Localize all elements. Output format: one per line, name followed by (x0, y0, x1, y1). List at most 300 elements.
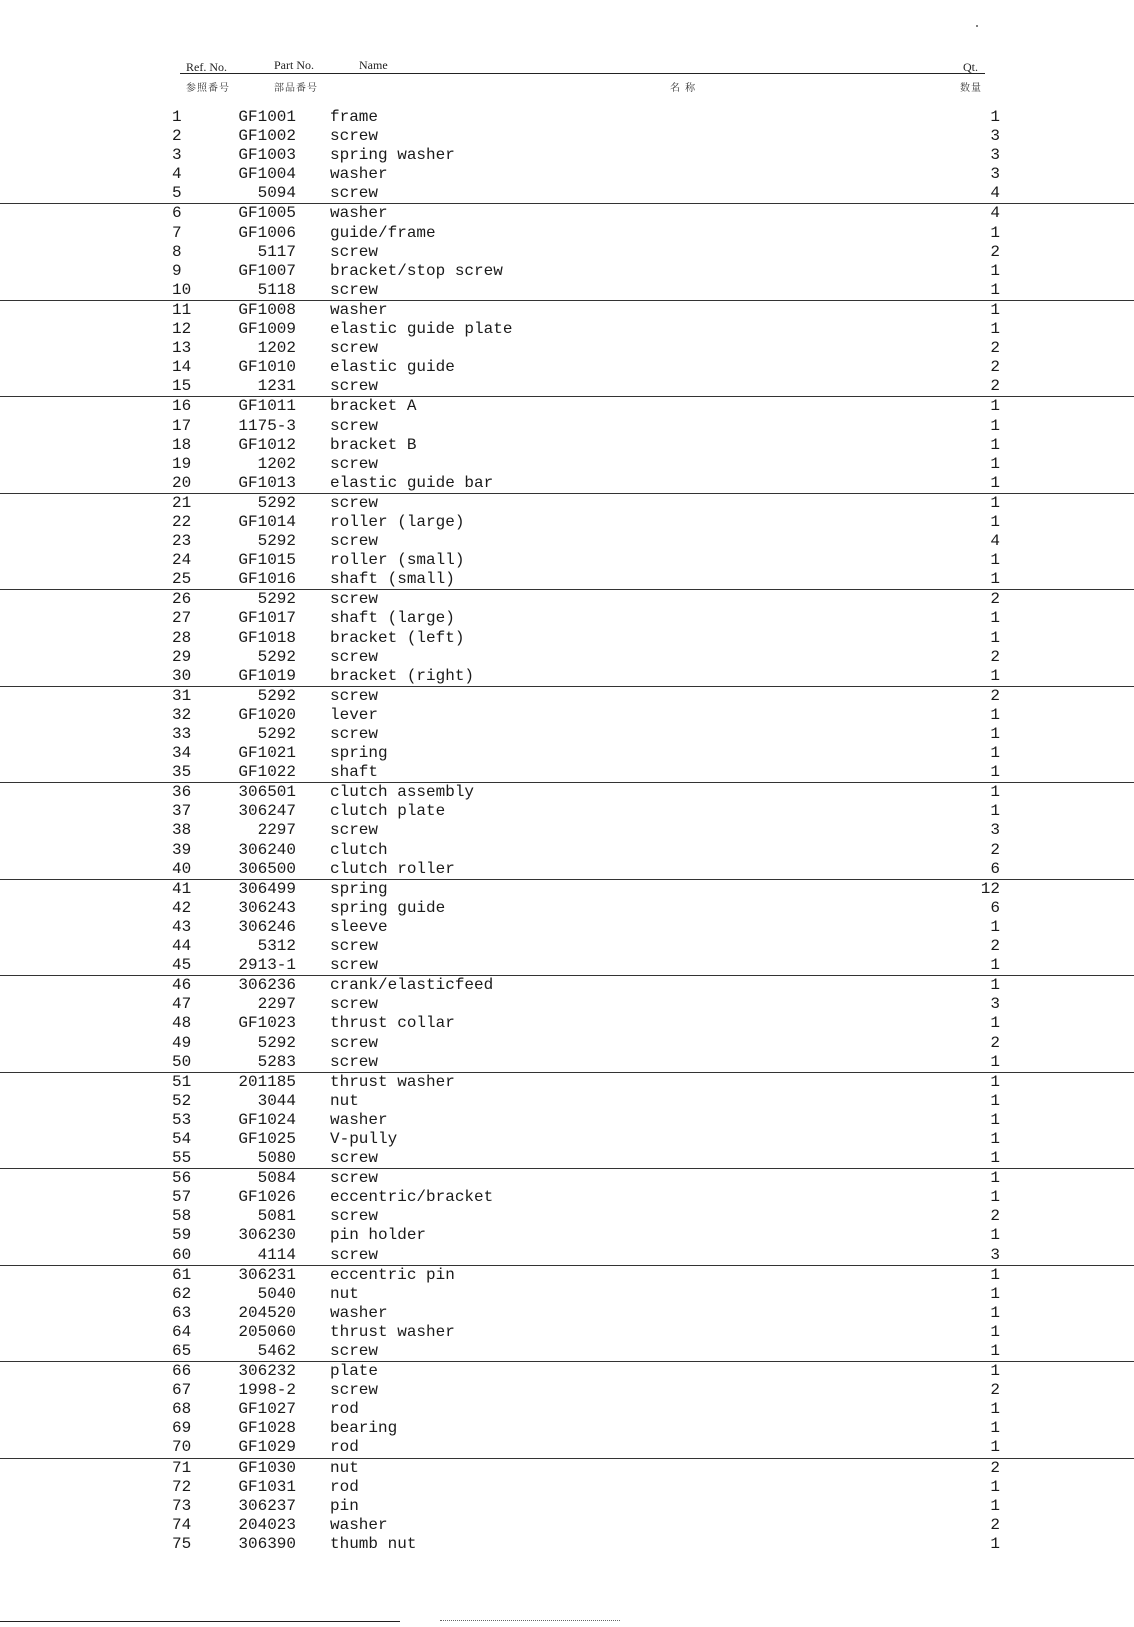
part-name-cell: nut (330, 1091, 359, 1110)
part-name-cell: screw (330, 1033, 379, 1052)
ref-no-cell: 39 (172, 840, 192, 859)
qty-cell: 1 (990, 1322, 1000, 1341)
part-name-cell: screw (330, 377, 379, 396)
qty-cell: 1 (990, 300, 1000, 319)
table-row (0, 1419, 1134, 1438)
part-no-cell: GF1030 (238, 1458, 296, 1477)
part-no-cell: GF1024 (238, 1110, 296, 1129)
table-row (0, 648, 1134, 667)
table-row (0, 1092, 1134, 1111)
part-name-cell: elastic guide (330, 358, 455, 377)
header-rule (180, 73, 985, 74)
part-no-cell: GF1014 (238, 512, 296, 531)
part-no-cell: GF1023 (238, 1014, 296, 1033)
qty-cell: 1 (990, 473, 1000, 492)
ref-no-cell: 15 (172, 377, 192, 396)
part-name-cell: washer (330, 1515, 388, 1534)
ref-no-cell: 2 (172, 127, 182, 146)
part-name-cell: lever (330, 705, 379, 724)
table-row (0, 976, 1134, 995)
part-no-cell: GF1018 (238, 628, 296, 647)
part-name-cell: clutch plate (330, 802, 446, 821)
ref-no-cell: 66 (172, 1362, 192, 1381)
ref-no-cell: 65 (172, 1342, 192, 1360)
qty-cell: 1 (990, 1226, 1000, 1245)
ref-no-cell: 37 (172, 802, 192, 821)
part-name-cell: shaft (small) (330, 570, 455, 589)
ref-no-cell: 6 (172, 204, 182, 223)
qty-cell: 3 (990, 146, 1000, 165)
part-name-cell: screw (330, 1342, 379, 1360)
qty-cell: 2 (990, 840, 1000, 859)
part-name-cell: washer (330, 1110, 388, 1129)
part-name-cell: V-pully (330, 1129, 398, 1148)
table-row (0, 1130, 1134, 1149)
part-no-cell: 5081 (257, 1207, 296, 1226)
table-row (0, 860, 1134, 880)
table-row (0, 590, 1134, 609)
ref-no-cell: 11 (172, 300, 192, 319)
part-no-cell: 5292 (257, 532, 296, 551)
part-name-cell: screw (330, 339, 379, 358)
ref-no-cell: 41 (172, 879, 192, 898)
part-no-cell: GF1012 (238, 435, 296, 454)
part-no-cell: 5292 (257, 590, 296, 609)
ref-no-cell: 61 (172, 1265, 192, 1284)
qty-cell: 1 (990, 1129, 1000, 1148)
qty-cell: 2 (990, 1033, 1000, 1052)
qty-cell: 1 (990, 1014, 1000, 1033)
part-no-cell: 1202 (257, 454, 296, 473)
part-name-cell: screw (330, 686, 379, 705)
ref-no-cell: 21 (172, 493, 192, 512)
ref-no-cell: 38 (172, 821, 192, 840)
qty-cell: 1 (990, 280, 1000, 299)
table-row (0, 1149, 1134, 1169)
part-name-cell: screw (330, 1149, 379, 1168)
table-row (0, 609, 1134, 628)
ref-no-cell: 74 (172, 1515, 192, 1534)
part-no-cell: GF1021 (238, 744, 296, 763)
ref-no-cell: 50 (172, 1052, 192, 1071)
table-row (0, 802, 1134, 821)
part-name-cell: screw (330, 532, 379, 551)
part-no-cell: 1231 (257, 377, 296, 396)
part-name-cell: screw (330, 493, 379, 512)
part-name-cell: bracket B (330, 435, 417, 454)
qty-cell: 2 (990, 1515, 1000, 1534)
table-row (0, 204, 1134, 223)
part-name-cell: bracket A (330, 397, 417, 416)
part-no-cell: GF1011 (238, 397, 296, 416)
part-name-cell: bracket (right) (330, 666, 475, 685)
qty-cell: 1 (990, 609, 1000, 628)
part-no-cell: GF1017 (238, 609, 296, 628)
ref-no-cell: 20 (172, 473, 192, 492)
part-no-cell: 5118 (257, 280, 296, 299)
part-name-cell: screw (330, 956, 379, 975)
page-mark (976, 25, 978, 27)
qty-cell: 2 (990, 1458, 1000, 1477)
part-name-cell: screw (330, 590, 379, 609)
ref-no-cell: 28 (172, 628, 192, 647)
qty-header: Qt. (963, 60, 978, 74)
part-name-cell: screw (330, 1245, 379, 1264)
ref-no-cell: 49 (172, 1033, 192, 1052)
part-no-cell: 306240 (238, 840, 296, 859)
part-name-cell: pin (330, 1496, 359, 1515)
part-name-cell: rod (330, 1400, 359, 1419)
part-name-cell: thumb nut (330, 1534, 417, 1553)
qty-cell: 1 (990, 1110, 1000, 1129)
part-name-cell: eccentric/bracket (330, 1188, 494, 1207)
ref-no-cell: 60 (172, 1245, 192, 1264)
ref-no-cell: 35 (172, 763, 192, 782)
ref-no-cell: 64 (172, 1322, 192, 1341)
table-row (0, 281, 1134, 301)
qty-cell: 2 (990, 1207, 1000, 1226)
part-no-cell: 201185 (238, 1072, 296, 1091)
ref-no-cell: 34 (172, 744, 192, 763)
part-name-cell: rod (330, 1477, 359, 1496)
part-no-cell: GF1007 (238, 261, 296, 280)
ref-no-cell: 29 (172, 647, 192, 666)
ref-no-cell: 17 (172, 416, 192, 435)
part-name-cell: nut (330, 1458, 359, 1477)
part-no-cell: 5094 (257, 184, 296, 203)
table-row (0, 687, 1134, 706)
table-row (0, 821, 1134, 840)
part-name-cell: elastic guide bar (330, 473, 494, 492)
ref-no-cell: 48 (172, 1014, 192, 1033)
qty-cell: 1 (990, 1477, 1000, 1496)
ref-no-cell: 71 (172, 1458, 192, 1477)
part-no-cell: 3044 (257, 1091, 296, 1110)
part-no-cell: GF1013 (238, 473, 296, 492)
table-row (0, 1207, 1134, 1226)
part-name-cell: screw (330, 995, 379, 1014)
part-no-cell: 306247 (238, 802, 296, 821)
part-no-cell: 306246 (238, 917, 296, 936)
qty-cell: 3 (990, 165, 1000, 184)
ref-no-cell: 53 (172, 1110, 192, 1129)
ref-no-cell: 33 (172, 725, 192, 743)
part-name-cell: shaft (large) (330, 609, 455, 628)
ref-no-cell: 44 (172, 937, 192, 956)
qty-cell: 2 (990, 1381, 1000, 1400)
ref-no-cell: 70 (172, 1438, 192, 1457)
part-name-cell: screw (330, 416, 379, 435)
ref-no-cell: 73 (172, 1496, 192, 1515)
part-no-cell: 306390 (238, 1534, 296, 1553)
qty-cell: 2 (990, 647, 1000, 666)
part-name-cell: clutch (330, 840, 388, 859)
table-row (0, 532, 1134, 551)
ref-no-cell: 69 (172, 1419, 192, 1438)
table-row (0, 899, 1134, 918)
part-name-cell: bracket/stop screw (330, 261, 503, 280)
table-row (0, 455, 1134, 474)
qty-cell: 1 (990, 1072, 1000, 1091)
qty-cell: 1 (990, 1362, 1000, 1381)
qty-cell: 6 (990, 859, 1000, 878)
qty-cell: 2 (990, 937, 1000, 956)
part-no-cell: GF1006 (238, 223, 296, 242)
qty-cell: 4 (990, 184, 1000, 203)
qty-cell: 1 (990, 416, 1000, 435)
ref-no-cell: 58 (172, 1207, 192, 1226)
part-name-cell: screw (330, 1207, 379, 1226)
part-no-cell: 306501 (238, 783, 296, 802)
table-row (0, 1459, 1134, 1478)
ref-no-cell: 16 (172, 397, 192, 416)
table-row (0, 725, 1134, 744)
part-name-cell: screw (330, 725, 379, 743)
qty-cell: 1 (990, 1149, 1000, 1168)
table-row (0, 1438, 1134, 1458)
part-no-cell: GF1015 (238, 551, 296, 570)
ref-no-cell: 56 (172, 1169, 192, 1188)
ref-no-cell: 31 (172, 686, 192, 705)
ref-no-cell: 1 (172, 108, 182, 126)
qty-cell: 1 (990, 1534, 1000, 1553)
part-name-cell: screw (330, 1169, 379, 1188)
table-row (0, 629, 1134, 648)
part-name-cell: washer (330, 204, 388, 223)
part-no-cell: 5283 (257, 1052, 296, 1071)
part-name-cell: clutch assembly (330, 783, 475, 802)
table-row (0, 1188, 1134, 1207)
table-row (0, 1246, 1134, 1266)
part-no-cell: GF1003 (238, 146, 296, 165)
part-no-cell: 5117 (257, 242, 296, 261)
name-header: Name (359, 58, 388, 72)
part-name-cell: pin holder (330, 1226, 427, 1245)
part-no-cell: 5292 (257, 686, 296, 705)
part-no-cell: GF1005 (238, 204, 296, 223)
table-row (0, 301, 1134, 320)
ref-no-header-jp: 参照番号 (186, 83, 230, 94)
table-row (0, 783, 1134, 802)
qty-cell: 2 (990, 358, 1000, 377)
table-row (0, 1304, 1134, 1323)
part-name-cell: spring washer (330, 146, 455, 165)
part-no-cell: 204023 (238, 1515, 296, 1534)
qty-cell: 1 (990, 1419, 1000, 1438)
part-name-cell: screw (330, 821, 379, 840)
part-no-cell: 5462 (257, 1342, 296, 1360)
table-row (0, 995, 1134, 1014)
qty-cell: 1 (990, 493, 1000, 512)
part-name-cell: bracket (left) (330, 628, 465, 647)
table-row (0, 1342, 1134, 1362)
part-name-cell: elastic guide plate (330, 320, 513, 339)
qty-cell: 1 (990, 223, 1000, 242)
ref-no-cell: 45 (172, 956, 192, 975)
part-name-cell: screw (330, 1052, 379, 1071)
qty-cell: 1 (990, 917, 1000, 936)
part-no-cell: 306232 (238, 1362, 296, 1381)
part-no-cell: 306230 (238, 1226, 296, 1245)
qty-cell: 1 (990, 1303, 1000, 1322)
table-row (0, 1535, 1134, 1554)
qty-cell: 1 (990, 512, 1000, 531)
qty-cell: 1 (990, 1284, 1000, 1303)
part-no-cell: 5080 (257, 1149, 296, 1168)
qty-cell: 1 (990, 744, 1000, 763)
ref-no-cell: 18 (172, 435, 192, 454)
part-no-header: Part No. (274, 58, 314, 72)
table-row (0, 339, 1134, 358)
table-row (0, 243, 1134, 262)
table-row (0, 706, 1134, 725)
part-name-cell: washer (330, 165, 388, 184)
part-no-header-jp: 部品番号 (274, 83, 318, 94)
table-row (0, 184, 1134, 204)
qty-cell: 1 (990, 1496, 1000, 1515)
table-row (0, 417, 1134, 436)
part-name-cell: thrust washer (330, 1322, 455, 1341)
table-row (0, 1323, 1134, 1342)
qty-cell: 1 (990, 551, 1000, 570)
part-no-cell: GF1004 (238, 165, 296, 184)
part-no-cell: 204520 (238, 1303, 296, 1322)
table-row (0, 918, 1134, 937)
ref-no-cell: 47 (172, 995, 192, 1014)
qty-cell: 1 (990, 1438, 1000, 1457)
part-name-cell: washer (330, 300, 388, 319)
table-row (0, 667, 1134, 687)
part-name-cell: screw (330, 127, 379, 146)
qty-cell: 4 (990, 532, 1000, 551)
table-header (0, 0, 1134, 100)
part-name-cell: spring (330, 744, 388, 763)
table-row (0, 358, 1134, 377)
qty-cell: 2 (990, 339, 1000, 358)
table-row (0, 474, 1134, 494)
qty-cell: 1 (990, 1400, 1000, 1419)
ref-no-cell: 63 (172, 1303, 192, 1322)
ref-no-cell: 52 (172, 1091, 192, 1110)
part-no-cell: 5292 (257, 647, 296, 666)
table-row (0, 880, 1134, 899)
ref-no-cell: 12 (172, 320, 192, 339)
table-row (0, 551, 1134, 570)
qty-header-jp: 数量 (960, 83, 982, 94)
part-no-cell: GF1002 (238, 127, 296, 146)
table-row (0, 436, 1134, 455)
part-no-cell: GF1019 (238, 666, 296, 685)
ref-no-cell: 67 (172, 1381, 192, 1400)
qty-cell: 1 (990, 725, 1000, 743)
part-name-cell: thrust washer (330, 1072, 455, 1091)
part-name-cell: frame (330, 108, 379, 126)
part-no-cell: GF1009 (238, 320, 296, 339)
ref-no-cell: 5 (172, 184, 182, 203)
ref-no-cell: 54 (172, 1129, 192, 1148)
part-no-cell: GF1031 (238, 1477, 296, 1496)
table-row (0, 1400, 1134, 1419)
ref-no-cell: 8 (172, 242, 182, 261)
ref-no-cell: 75 (172, 1534, 192, 1553)
part-no-cell: 2913-1 (238, 956, 296, 975)
part-name-cell: roller (small) (330, 551, 465, 570)
ref-no-cell: 9 (172, 261, 182, 280)
part-no-cell: GF1029 (238, 1438, 296, 1457)
part-no-cell: GF1010 (238, 358, 296, 377)
qty-cell: 2 (990, 686, 1000, 705)
table-row (0, 937, 1134, 956)
ref-no-cell: 14 (172, 358, 192, 377)
part-name-cell: screw (330, 937, 379, 956)
qty-cell: 3 (990, 127, 1000, 146)
qty-cell: 1 (990, 261, 1000, 280)
ref-no-cell: 22 (172, 512, 192, 531)
part-no-cell: GF1016 (238, 570, 296, 589)
part-name-cell: spring guide (330, 898, 446, 917)
part-no-cell: 5312 (257, 937, 296, 956)
table-row (0, 1226, 1134, 1245)
table-row (0, 1285, 1134, 1304)
qty-cell: 3 (990, 995, 1000, 1014)
qty-cell: 6 (990, 898, 1000, 917)
ref-no-cell: 46 (172, 976, 192, 995)
ref-no-cell: 51 (172, 1072, 192, 1091)
ref-no-header: Ref. No. (186, 60, 227, 74)
qty-cell: 1 (990, 454, 1000, 473)
part-name-cell: screw (330, 454, 379, 473)
qty-cell: 3 (990, 1245, 1000, 1264)
part-name-cell: bearing (330, 1419, 398, 1438)
table-row (0, 1034, 1134, 1053)
table-row (0, 165, 1134, 184)
part-name-cell: guide/frame (330, 223, 436, 242)
ref-no-cell: 13 (172, 339, 192, 358)
footer-mark (440, 1620, 620, 1621)
ref-no-cell: 3 (172, 146, 182, 165)
part-name-cell: screw (330, 242, 379, 261)
qty-cell: 1 (990, 802, 1000, 821)
part-no-cell: 5040 (257, 1284, 296, 1303)
qty-cell: 3 (990, 821, 1000, 840)
ref-no-cell: 26 (172, 590, 192, 609)
qty-cell: 1 (990, 1169, 1000, 1188)
qty-cell: 1 (990, 666, 1000, 685)
ref-no-cell: 19 (172, 454, 192, 473)
ref-no-cell: 23 (172, 532, 192, 551)
part-no-cell: GF1001 (238, 108, 296, 126)
qty-cell: 1 (990, 1342, 1000, 1360)
ref-no-cell: 40 (172, 859, 192, 878)
qty-cell: 1 (990, 1188, 1000, 1207)
ref-no-cell: 7 (172, 223, 182, 242)
table-row (0, 956, 1134, 976)
ref-no-cell: 57 (172, 1188, 192, 1207)
table-row (0, 1478, 1134, 1497)
qty-cell: 12 (980, 879, 1000, 898)
qty-cell: 1 (990, 628, 1000, 647)
part-no-cell: 306499 (238, 879, 296, 898)
part-no-cell: 306500 (238, 859, 296, 878)
part-no-cell: 1202 (257, 339, 296, 358)
ref-no-cell: 43 (172, 917, 192, 936)
part-name-cell: thrust collar (330, 1014, 455, 1033)
part-no-cell: GF1027 (238, 1400, 296, 1419)
ref-no-cell: 25 (172, 570, 192, 589)
part-name-cell: screw (330, 1381, 379, 1400)
part-no-cell: 1175-3 (238, 416, 296, 435)
qty-cell: 4 (990, 204, 1000, 223)
